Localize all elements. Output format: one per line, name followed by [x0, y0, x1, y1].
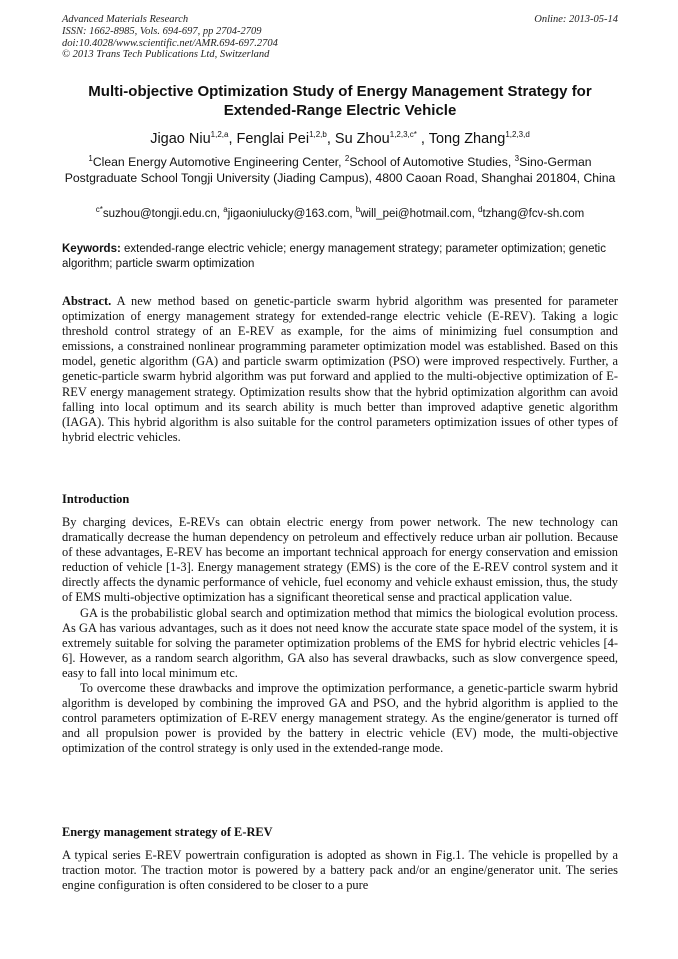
journal-name: Advanced Materials Research	[62, 14, 189, 25]
author-name: Su Zhou	[334, 131, 390, 147]
title-line-2: Extended-Range Electric Vehicle	[223, 102, 457, 119]
affiliations	[62, 155, 618, 186]
online-date: Online: 2013-05-14	[534, 14, 618, 25]
author-sep: ,	[228, 131, 237, 147]
ems-paragraph-1: A typical series E-REV powertrain configuration is adopted as shown in Fig.1. The vehicle is propelled by a traction motor. The traction motor is powered by a battery pack and/or an engine/generator unit. The series engine configuration is often considered to be closer to a pure	[62, 848, 618, 893]
author-list	[62, 130, 618, 148]
email-sup-d: d	[477, 205, 483, 215]
issn-line: ISSN: 1662-8985, Vols. 694-697, pp 2704-2709	[62, 25, 262, 37]
email-list	[62, 207, 618, 221]
keywords-text: extended-range electric vehicle; energy management strategy; parameter optimization; genetic algorithm; particle swarm optimization	[62, 243, 606, 271]
author-affil-sup: 1,2,b	[309, 130, 327, 140]
author-sep: ,	[416, 131, 429, 147]
abstract-label: Abstract.	[62, 294, 112, 308]
abstract-text: A new method based on genetic-particle swarm hybrid algorithm was presented for parameter optimization of energy management strategy for extended-range electric vehicle (E-REV). Taking a logic threshold control strategy of an E-REV as example, for the aims of minimizing fuel consumption and emissions, a constrained nonlinear programming parameter optimization model was established. Based on this model, genetic algorithm (GA) and particle swarm optimization (PSO) were improved respectively. Further, a genetic-particle swarm hybrid algorithm was put forward and applied to the multi-objective optimization of E-REV energy management strategy. Optimization results show that the hybrid optimization algorithm can avoid falling into local optimum and its search ability is much better than improved adaptive genetic algorithm (IAGA). This hybrid algorithm is also suitable for the control parameters optimization issues of other types of hybrid electric vehicles.	[62, 294, 618, 444]
email-sup-c: c*	[95, 205, 103, 215]
title-line-1: Multi-objective Optimization Study of Energy Management Strategy for	[88, 83, 592, 100]
affiliation-3: Sino-German Postgraduate School Tongji University (Jiading Campus), 4800 Caoan Road, Shanghai 201804, China	[64, 155, 616, 185]
author-name: Tong Zhang	[428, 131, 506, 147]
intro-paragraph-2: GA is the probabilistic global search and optimization method that mimics the biological evolution process. As GA has various advantages, such as it does not need know the accurate state space model of the system, it is extremely suitable for solving the parameter optimization problems of the EMS for hybrid electric vehicles [4-6]. However, as a random search algorithm, GA also has several drawbacks, such as slow convergence speed, easy to fall into local minimum etc.	[62, 605, 618, 680]
author-affil-sup: 1,2,3,d	[505, 130, 530, 140]
copyright-line: © 2013 Trans Tech Publications Ltd, Switzerland	[62, 49, 270, 61]
introduction-body	[62, 515, 618, 757]
intro-paragraph-1: By charging devices, E-REVs can obtain electric energy from power network. The new technology can dramatically decrease the human dependency on petroleum and effectively reduce urban air pollution. Because of these advantages, E-REV has become an important technical approach for energy conservation and emission reduction of vehicle [1-3]. Energy management strategy (EMS) is the core of the E-REV control system and it directly affects the dynamic performance of vehicle, fuel economy and vehicle exhaust emission, thus, the study of EMS multi-objective optimization has a significant theoretical sense and practical application value.	[62, 515, 618, 605]
author-name: Fenglai Pei	[236, 131, 310, 147]
author-name: Jigao Niu	[150, 131, 211, 147]
email-b: will_pei@hotmail.com,	[360, 208, 478, 220]
intro-paragraph-3: To overcome these drawbacks and improve the optimization performance, a genetic-particle swarm hybrid algorithm is developed by combining the improved GA and PSO, and the hybrid algorithm is applied to the control parameters optimization of E-REV energy management strategy. As the engine/generator is turned off and all propulsion power is provided by the battery in electric vehicle (EV) mode, the multi-objective optimization of the control strategy is only used in the extended-range mode.	[62, 681, 618, 756]
email-d: tzhang@fcv-sh.com	[482, 208, 585, 220]
ems-heading: Energy management strategy of E-REV	[62, 825, 273, 839]
affil-sup-1: 1	[88, 153, 93, 163]
author-affil-sup: 1,2,3,c*	[389, 130, 417, 140]
paper-title	[62, 82, 618, 120]
affil-sup-2: 2	[344, 153, 350, 163]
email-c: suzhou@tongji.edu.cn,	[102, 208, 224, 220]
author-affil-sup: 1,2,a	[210, 130, 229, 140]
introduction-heading: Introduction	[62, 492, 130, 506]
author-sep: ,	[326, 131, 335, 147]
journal-header	[62, 14, 618, 61]
ems-body	[62, 848, 618, 893]
email-sup-a: a	[223, 205, 228, 215]
affil-sup-3: 3	[514, 153, 520, 163]
abstract	[62, 294, 618, 445]
email-a: jigaoniulucky@163.com,	[227, 208, 356, 220]
doi-line: doi:10.4028/www.scientific.net/AMR.694-697.2704	[62, 37, 278, 49]
affiliation-2: School of Automotive Studies,	[349, 155, 515, 169]
affiliation-1: Clean Energy Automotive Engineering Center,	[92, 155, 345, 169]
keywords	[62, 242, 618, 272]
keywords-label: Keywords:	[62, 243, 121, 255]
email-sup-b: b	[355, 205, 361, 215]
